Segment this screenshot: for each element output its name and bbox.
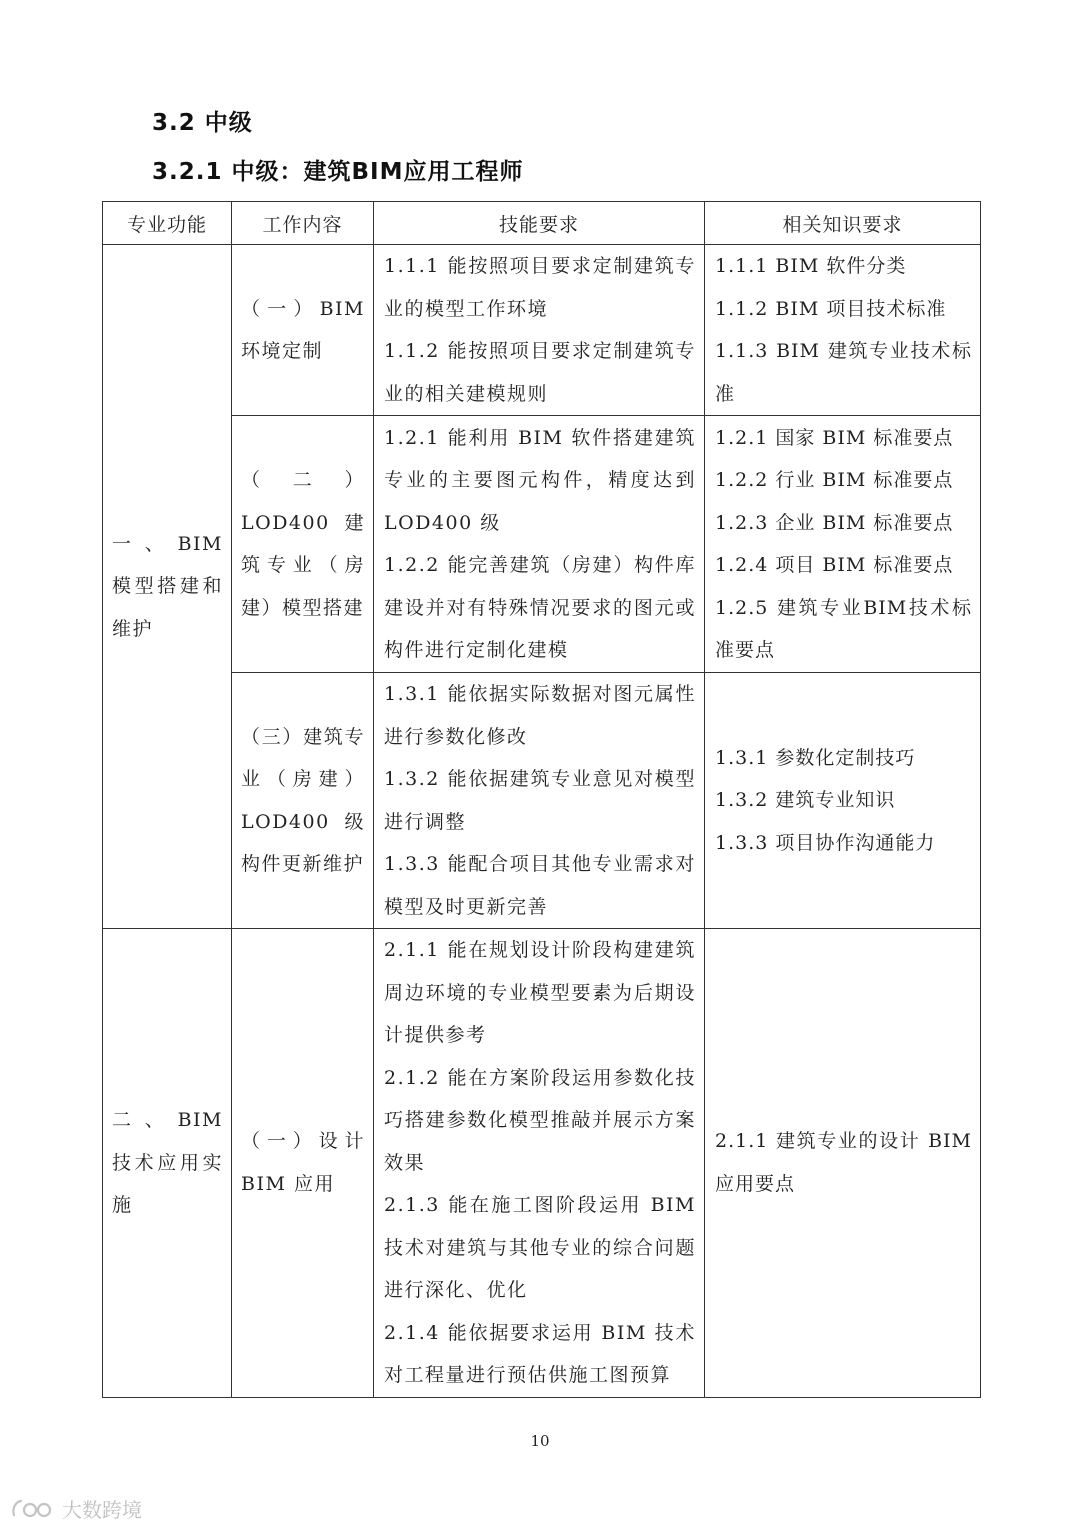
header-function: 专业功能 [103,202,232,245]
skills-cell [374,416,705,673]
table-row [103,245,981,416]
skill-item: 1.3.3 能配合项目其他专业需求对模型及时更新完善 [384,853,696,918]
knowledge-item: 1.1.3 BIM 建筑专业技术标准 [715,340,972,405]
skill-item: 1.2.1 能利用 BIM 软件搭建建筑专业的主要图元构件，精度达到 LOD400 级 [384,426,696,534]
knowledge-item: 1.3.3 项目协作沟通能力 [715,831,936,854]
work-cell [232,673,374,929]
work-cell [232,245,374,416]
work-text: （三）建筑专业（房建）LOD400 级构件更新维护 [241,725,365,875]
skill-item: 1.3.2 能依据建筑专业意见对模型进行调整 [384,768,696,833]
table-row [103,929,981,1398]
watermark-text: 大数跨境 [62,1498,142,1522]
knowledge-cell [705,673,981,929]
knowledge-item: 2.1.1 建筑专业的设计 BIM 应用要点 [715,1130,972,1195]
work-text: （一）BIM 环境定制 [241,297,365,362]
skill-item: 1.2.2 能完善建筑（房建）构件库建设并对有特殊情况要求的图元或构件进行定制化建模 [384,554,696,661]
knowledge-item: 1.3.2 建筑专业知识 [715,789,896,812]
section-heading: 3.2 中级 [152,110,253,136]
skill-item: 2.1.3 能在施工图阶段运用 BIM 技术对建筑与其他专业的综合问题进行深化、优化 [384,1194,696,1301]
knowledge-item: 1.3.1 参数化定制技巧 [715,746,916,769]
work-cell [232,416,374,673]
knowledge-cell [705,929,981,1398]
work-text: （一）设计 BIM 应用 [241,1130,365,1195]
skill-item: 1.1.1 能按照项目要求定制建筑专业的模型工作环境 [384,255,696,320]
knowledge-cell [705,416,981,673]
skills-cell [374,245,705,416]
watermark-logo-icon [10,1498,56,1520]
knowledge-item: 1.1.2 BIM 项目技术标准 [715,297,947,320]
table-row [103,673,981,929]
watermark [10,1494,142,1523]
function-cell [103,245,232,929]
skill-item: 2.1.2 能在方案阶段运用参数化技巧搭建参数化模型推敲并展示方案效果 [384,1066,696,1174]
header-knowledge: 相关知识要求 [705,202,981,245]
function-text: 一、BIM 模型搭建和维护 [112,532,223,640]
skills-cell [374,673,705,929]
requirements-table [102,201,981,1398]
skill-item: 1.3.1 能依据实际数据对图元属性进行参数化修改 [384,683,696,748]
function-text: 二、BIM 技术应用实施 [112,1109,223,1216]
header-skills: 技能要求 [374,202,705,245]
function-cell [103,929,232,1398]
header-work: 工作内容 [232,202,374,245]
skill-item: 1.1.2 能按照项目要求定制建筑专业的相关建模规则 [384,340,696,405]
knowledge-item: 1.2.2 行业 BIM 标准要点 [715,469,954,491]
skill-item: 2.1.1 能在规划设计阶段构建建筑周边环境的专业模型要素为后期设计提供参考 [384,939,696,1046]
work-text: （二）LOD400 建筑专业（房建）模型搭建 [241,469,365,619]
knowledge-item: 1.1.1 BIM 软件分类 [715,255,907,277]
knowledge-item: 1.2.1 国家 BIM 标准要点 [715,426,954,449]
knowledge-cell [705,245,981,416]
knowledge-item: 1.2.4 项目 BIM 标准要点 [715,554,954,576]
skill-item: 2.1.4 能依据要求运用 BIM 技术对工程量进行预估供施工图预算 [384,1321,696,1386]
knowledge-item: 1.2.3 企业 BIM 标准要点 [715,511,954,534]
table-row [103,416,981,673]
table-header-row [103,202,981,245]
page-number: 10 [530,1432,550,1450]
skills-cell [374,929,705,1398]
subsection-heading: 3.2.1 中级：建筑BIM应用工程师 [152,159,524,185]
knowledge-item: 1.2.5 建筑专业BIM技术标准要点 [715,596,972,661]
work-cell [232,929,374,1398]
